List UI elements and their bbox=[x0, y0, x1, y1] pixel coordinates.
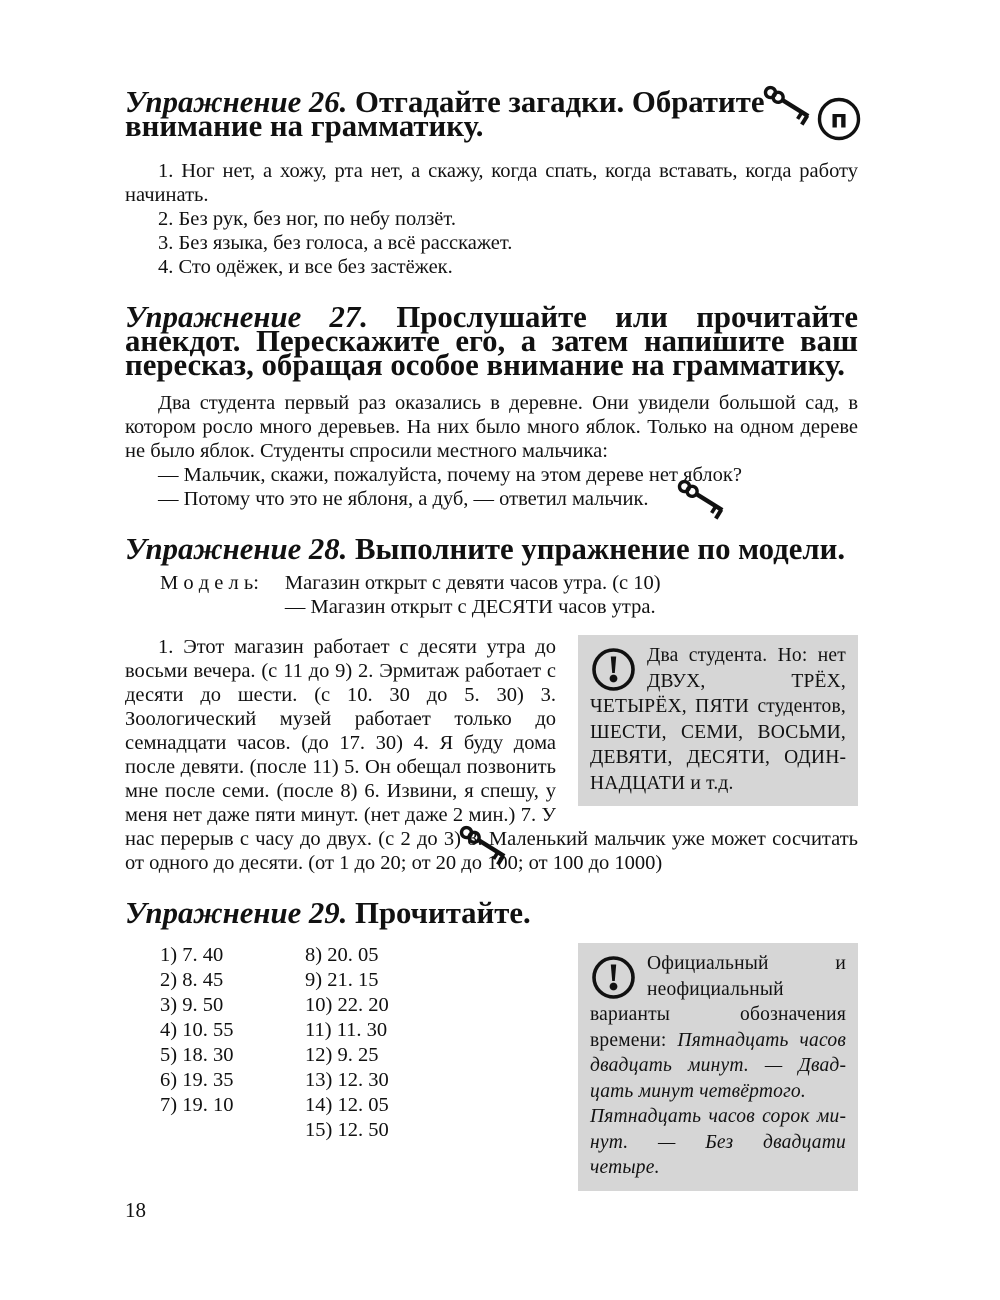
exercise-29-label: Упражнение 29. bbox=[125, 896, 348, 930]
model-block bbox=[160, 571, 858, 619]
exercise-26-title: Отгадайте загадки. Обратите внимание на грамматику. bbox=[125, 85, 765, 143]
exercise-27-title: Прослушайте или прочитайте анекдот. Перескажите его, а затем напишите ваш пересказ, обращая особое внимание на грамматику. bbox=[125, 300, 858, 382]
time-item: 12) 9. 25 bbox=[305, 1044, 379, 1066]
time-item: 10) 22. 20 bbox=[305, 994, 389, 1016]
exercise-29-body bbox=[125, 943, 858, 1191]
times-column-2 bbox=[305, 943, 389, 1191]
time-note-example: Пятнадцать часов сорок минут. — Без двадцати четыре. bbox=[590, 1106, 846, 1178]
grammar-note-text: Два студента. Но: нет ДВУХ, ТРЁХ, ЧЕТЫРЁХ, ПЯТИ студентов, ШЕСТИ, СЕМИ, ВОСЬМИ, ДЕВЯТИ, ДЕСЯТИ, ОДИННАДЦАТИ и т.д. bbox=[590, 645, 846, 794]
time-item: 8) 20. 05 bbox=[305, 944, 379, 966]
dialogue-line: — Мальчик, скажи, пожалуйста, почему на этом дереве нет яблок? bbox=[158, 464, 742, 486]
exercise-29 bbox=[125, 896, 858, 1191]
time-item: 5) 18. 30 bbox=[160, 1044, 234, 1066]
exercise-27 bbox=[125, 300, 858, 511]
exercise-27-heading bbox=[125, 300, 858, 382]
exercise-26-heading bbox=[125, 85, 858, 143]
exercise-28-heading bbox=[125, 532, 858, 566]
time-item: 11) 11. 30 bbox=[305, 1019, 388, 1041]
time-item: 3) 9. 50 bbox=[160, 994, 224, 1016]
time-item: 1) 7. 40 bbox=[160, 944, 224, 966]
exercise-26-label: Упражнение 26. bbox=[125, 85, 348, 119]
svg-text:п: п bbox=[830, 104, 848, 134]
time-formats-note bbox=[578, 943, 858, 1191]
exercise-29-title: Прочитайте. bbox=[347, 896, 531, 930]
riddle-item: 4. Сто одёжек, и все без застёжек. bbox=[158, 256, 453, 278]
attention-icon bbox=[590, 954, 637, 1001]
anecdote-text bbox=[125, 391, 858, 511]
times-column-1 bbox=[160, 943, 305, 1191]
model-label: М о д е л ь: bbox=[160, 572, 259, 594]
anecdote-paragraph: Два студента первый раз оказались в деревне. Они увидели большой сад, в котором росло много деревьев. На них было много яблок. Только на одном дереве не было яблок. Студенты спросили местного мальчика: bbox=[125, 392, 858, 462]
time-note-example: Пятнадцать часов двадцать минут. — Двадцать минут четвёртого. bbox=[590, 1029, 846, 1102]
time-item: 6) 19. 35 bbox=[160, 1069, 234, 1091]
page-number: 18 bbox=[125, 1198, 146, 1222]
riddle-list bbox=[125, 159, 858, 279]
time-item: 13) 12. 30 bbox=[305, 1069, 389, 1091]
riddle-item: 3. Без языка, без голоса, а всё расскажет. bbox=[158, 232, 513, 254]
time-item: 14) 12. 05 bbox=[305, 1094, 389, 1116]
exercise-27-label: Упражнение 27. bbox=[125, 300, 368, 334]
exercise-28-body bbox=[125, 635, 858, 875]
exercise-29-heading bbox=[125, 896, 858, 930]
page-content bbox=[125, 85, 858, 1191]
time-item: 9) 21. 15 bbox=[305, 969, 379, 991]
model-line: — Магазин открыт с ДЕСЯТИ часов утра. bbox=[284, 596, 656, 618]
model-lines bbox=[285, 571, 661, 619]
exercise-28 bbox=[125, 532, 858, 875]
riddle-item: 2. Без рук, без ног, по небу ползёт. bbox=[158, 208, 456, 230]
time-note-intro: Официальный и неофициальный варианты обозначения времени: bbox=[590, 953, 846, 1051]
attention-icon bbox=[590, 646, 637, 693]
exercise-26 bbox=[125, 85, 858, 279]
times-list bbox=[160, 943, 389, 1191]
exercise-28-title: Выполните упражнение по модели. bbox=[347, 532, 846, 566]
time-item: 4) 10. 55 bbox=[160, 1019, 234, 1041]
time-item: 7) 19. 10 bbox=[160, 1094, 234, 1116]
time-item: 15) 12. 50 bbox=[305, 1119, 389, 1141]
riddle-item: 1. Ног нет, а хожу, рта нет, а скажу, когда спать, когда вставать, когда работу начинать. bbox=[125, 160, 858, 206]
exercise-28-label: Упражнение 28. bbox=[125, 532, 348, 566]
model-line: Магазин открыт с девяти часов утра. (с 10) bbox=[284, 572, 661, 594]
dialogue-line: — Потому что это не яблоня, а дуб, — ответил мальчик. bbox=[158, 488, 649, 510]
grammar-note-numerals bbox=[578, 635, 858, 806]
exercise-28-sentences: 1. Этот магазин работает с десяти утра до восьми вечера. (с 11 до 9) 2. Эрмитаж работает с десяти до шести. (с 10. 30 до 5. 30) 3. Зоологический музей работает только до семнадцати часов. (до 17. 30) 4. Я буду дома после девяти. (после 11) 5. Он обещал позвонить мне после семи. (после 8) 6. Извини, я спешу, у меня нет даже пяти минут. (нет даже 2 мин.) 7. У нас перерыв с часу до двух. (с 2 до 3) 8. Маленький мальчик уже может сосчитать от одного до десяти. (от 1 до 20; от 20 до 100; от 100 до 1000) bbox=[125, 636, 858, 874]
time-item: 2) 8. 45 bbox=[160, 969, 224, 991]
